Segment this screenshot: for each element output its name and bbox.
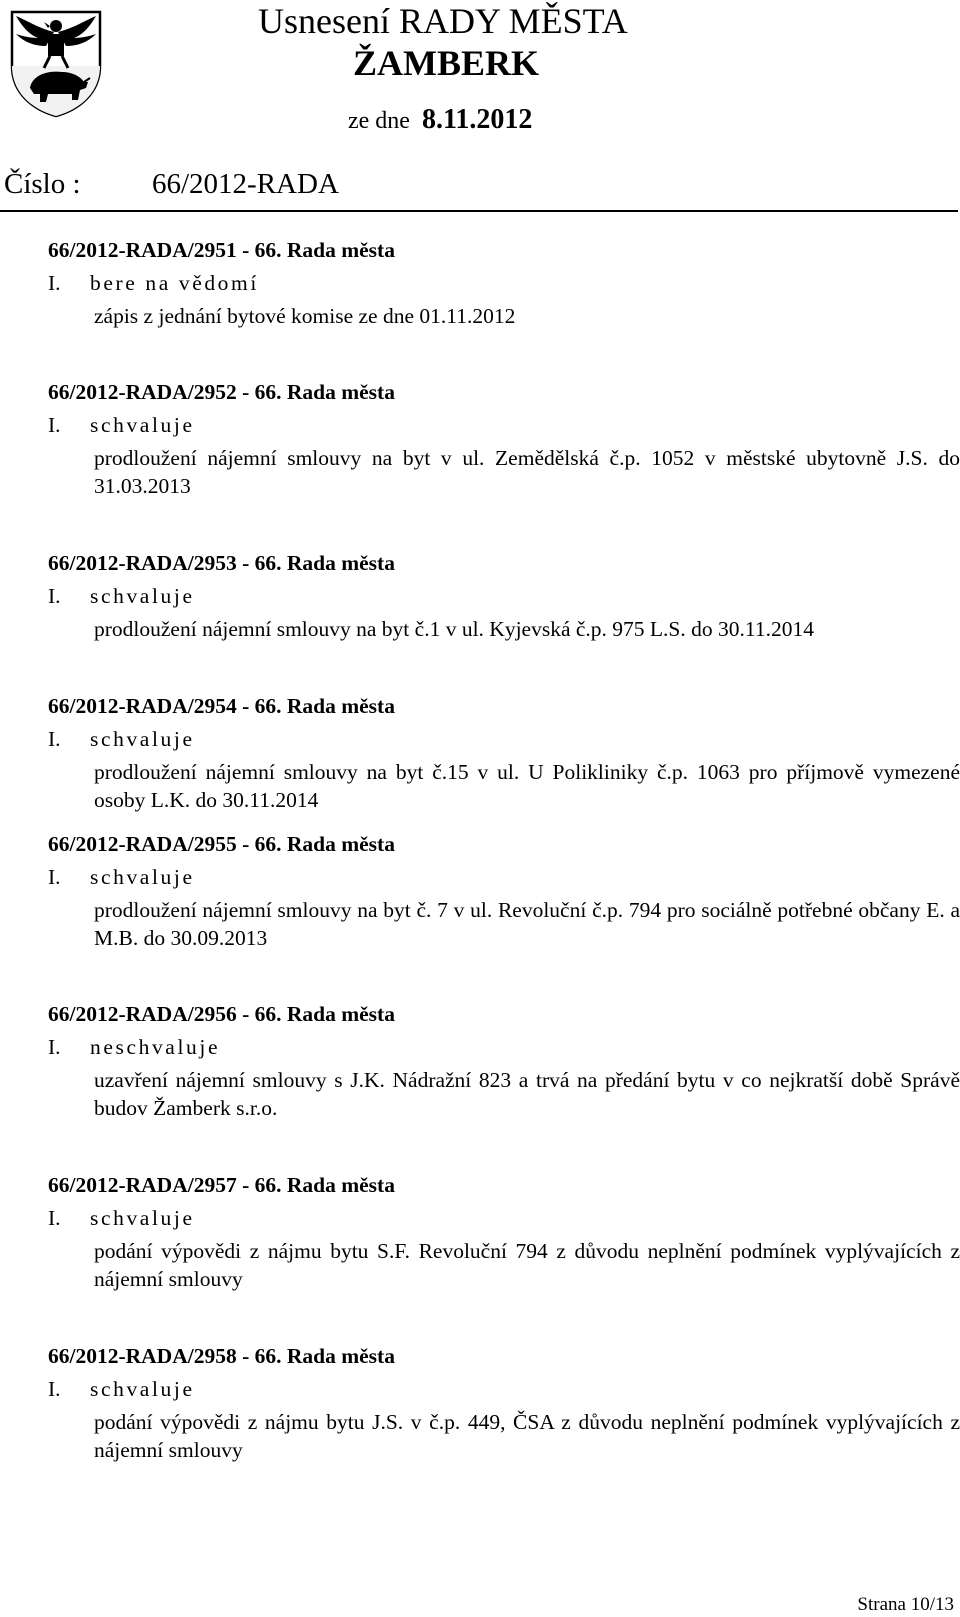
resolution-verb: bere na vědomí — [90, 271, 259, 295]
resolution-verb: schvaluje — [90, 727, 195, 751]
resolution-text: zápis z jednání bytové komise ze dne 01.11.2012 — [94, 304, 516, 328]
resolution-heading: 66/2012-RADA/2951 - 66. Rada města — [48, 238, 395, 262]
resolution-action — [48, 1372, 960, 1406]
resolution-text: prodloužení nájemní smlouvy na byt č.1 v ul. Kyjevská č.p. 975 L.S. do 30.11.2014 — [94, 617, 814, 641]
resolution-item — [48, 234, 960, 330]
roman-numeral: I. — [48, 271, 61, 295]
date-prefix: ze dne — [348, 108, 410, 134]
resolution-text: uzavření nájemní smlouvy s J.K. Nádražní 823 a trvá na předání bytu v co nejkratší době Správě budov Žamberk s.r.o. — [94, 1068, 960, 1120]
resolution-heading: 66/2012-RADA/2953 - 66. Rada města — [48, 551, 395, 575]
town-name: ŽAMBERK — [353, 43, 540, 83]
roman-numeral: I. — [48, 865, 61, 889]
resolution-heading: 66/2012-RADA/2955 - 66. Rada města — [48, 832, 395, 856]
resolution-action — [48, 579, 960, 613]
resolution-item — [48, 1340, 960, 1464]
roman-numeral: I. — [48, 584, 61, 608]
meeting-date — [348, 104, 532, 136]
resolution-verb: schvaluje — [90, 1206, 195, 1230]
header-divider — [0, 210, 958, 212]
resolution-action — [48, 266, 960, 300]
resolution-text: prodloužení nájemní smlouvy na byt č. 7 v ul. Revoluční č.p. 794 pro sociálně potřebné občany E. a M.B. do 30.09.2013 — [94, 898, 960, 950]
resolution-heading: 66/2012-RADA/2954 - 66. Rada města — [48, 694, 395, 718]
resolution-text: prodloužení nájemní smlouvy na byt č.15 v ul. U Polikliniky č.p. 1063 pro příjmově vymezené osoby L.K. do 30.11.2014 — [94, 760, 960, 812]
number-value: 66/2012-RADA — [152, 168, 339, 200]
resolution-verb: neschvaluje — [90, 1035, 221, 1059]
resolution-action — [48, 1030, 960, 1064]
resolution-text: podání výpovědi z nájmu bytu J.S. v č.p. 449, ČSA z důvodu neplnění podmínek vyplývajících z nájemní smlouvy — [94, 1410, 960, 1462]
resolution-verb: schvaluje — [90, 1377, 195, 1401]
resolution-item — [48, 998, 960, 1122]
page-number: Strana 10/13 — [857, 1594, 954, 1615]
resolution-text: prodloužení nájemní smlouvy na byt v ul. Zemědělská č.p. 1052 v městské ubytovně J.S. do 31.03.2013 — [94, 446, 960, 498]
resolution-action — [48, 722, 960, 756]
municipal-coat-of-arms-icon — [8, 8, 104, 118]
roman-numeral: I. — [48, 413, 61, 437]
date-value: 8.11.2012 — [421, 104, 533, 135]
resolution-action — [48, 860, 960, 894]
resolution-heading: 66/2012-RADA/2958 - 66. Rada města — [48, 1344, 395, 1368]
resolution-item — [48, 1169, 960, 1293]
resolution-heading: 66/2012-RADA/2952 - 66. Rada města — [48, 380, 395, 404]
resolution-verb: schvaluje — [90, 584, 195, 608]
resolution-item — [48, 828, 960, 952]
roman-numeral: I. — [48, 1035, 61, 1059]
document-title: Usnesení RADY MĚSTA — [258, 1, 628, 41]
resolution-heading: 66/2012-RADA/2956 - 66. Rada města — [48, 1002, 395, 1026]
resolution-heading: 66/2012-RADA/2957 - 66. Rada města — [48, 1173, 395, 1197]
roman-numeral: I. — [48, 727, 61, 751]
resolution-verb: schvaluje — [90, 865, 195, 889]
resolution-item — [48, 547, 960, 643]
resolution-action — [48, 408, 960, 442]
number-label: Číslo : — [4, 168, 81, 200]
resolution-action — [48, 1201, 960, 1235]
resolution-item — [48, 690, 960, 814]
roman-numeral: I. — [48, 1206, 61, 1230]
resolution-text: podání výpovědi z nájmu bytu S.F. Revoluční 794 z důvodu neplnění podmínek vyplývajících z nájemní smlouvy — [94, 1239, 960, 1291]
resolution-verb: schvaluje — [90, 413, 195, 437]
roman-numeral: I. — [48, 1377, 61, 1401]
resolution-item — [48, 376, 960, 500]
